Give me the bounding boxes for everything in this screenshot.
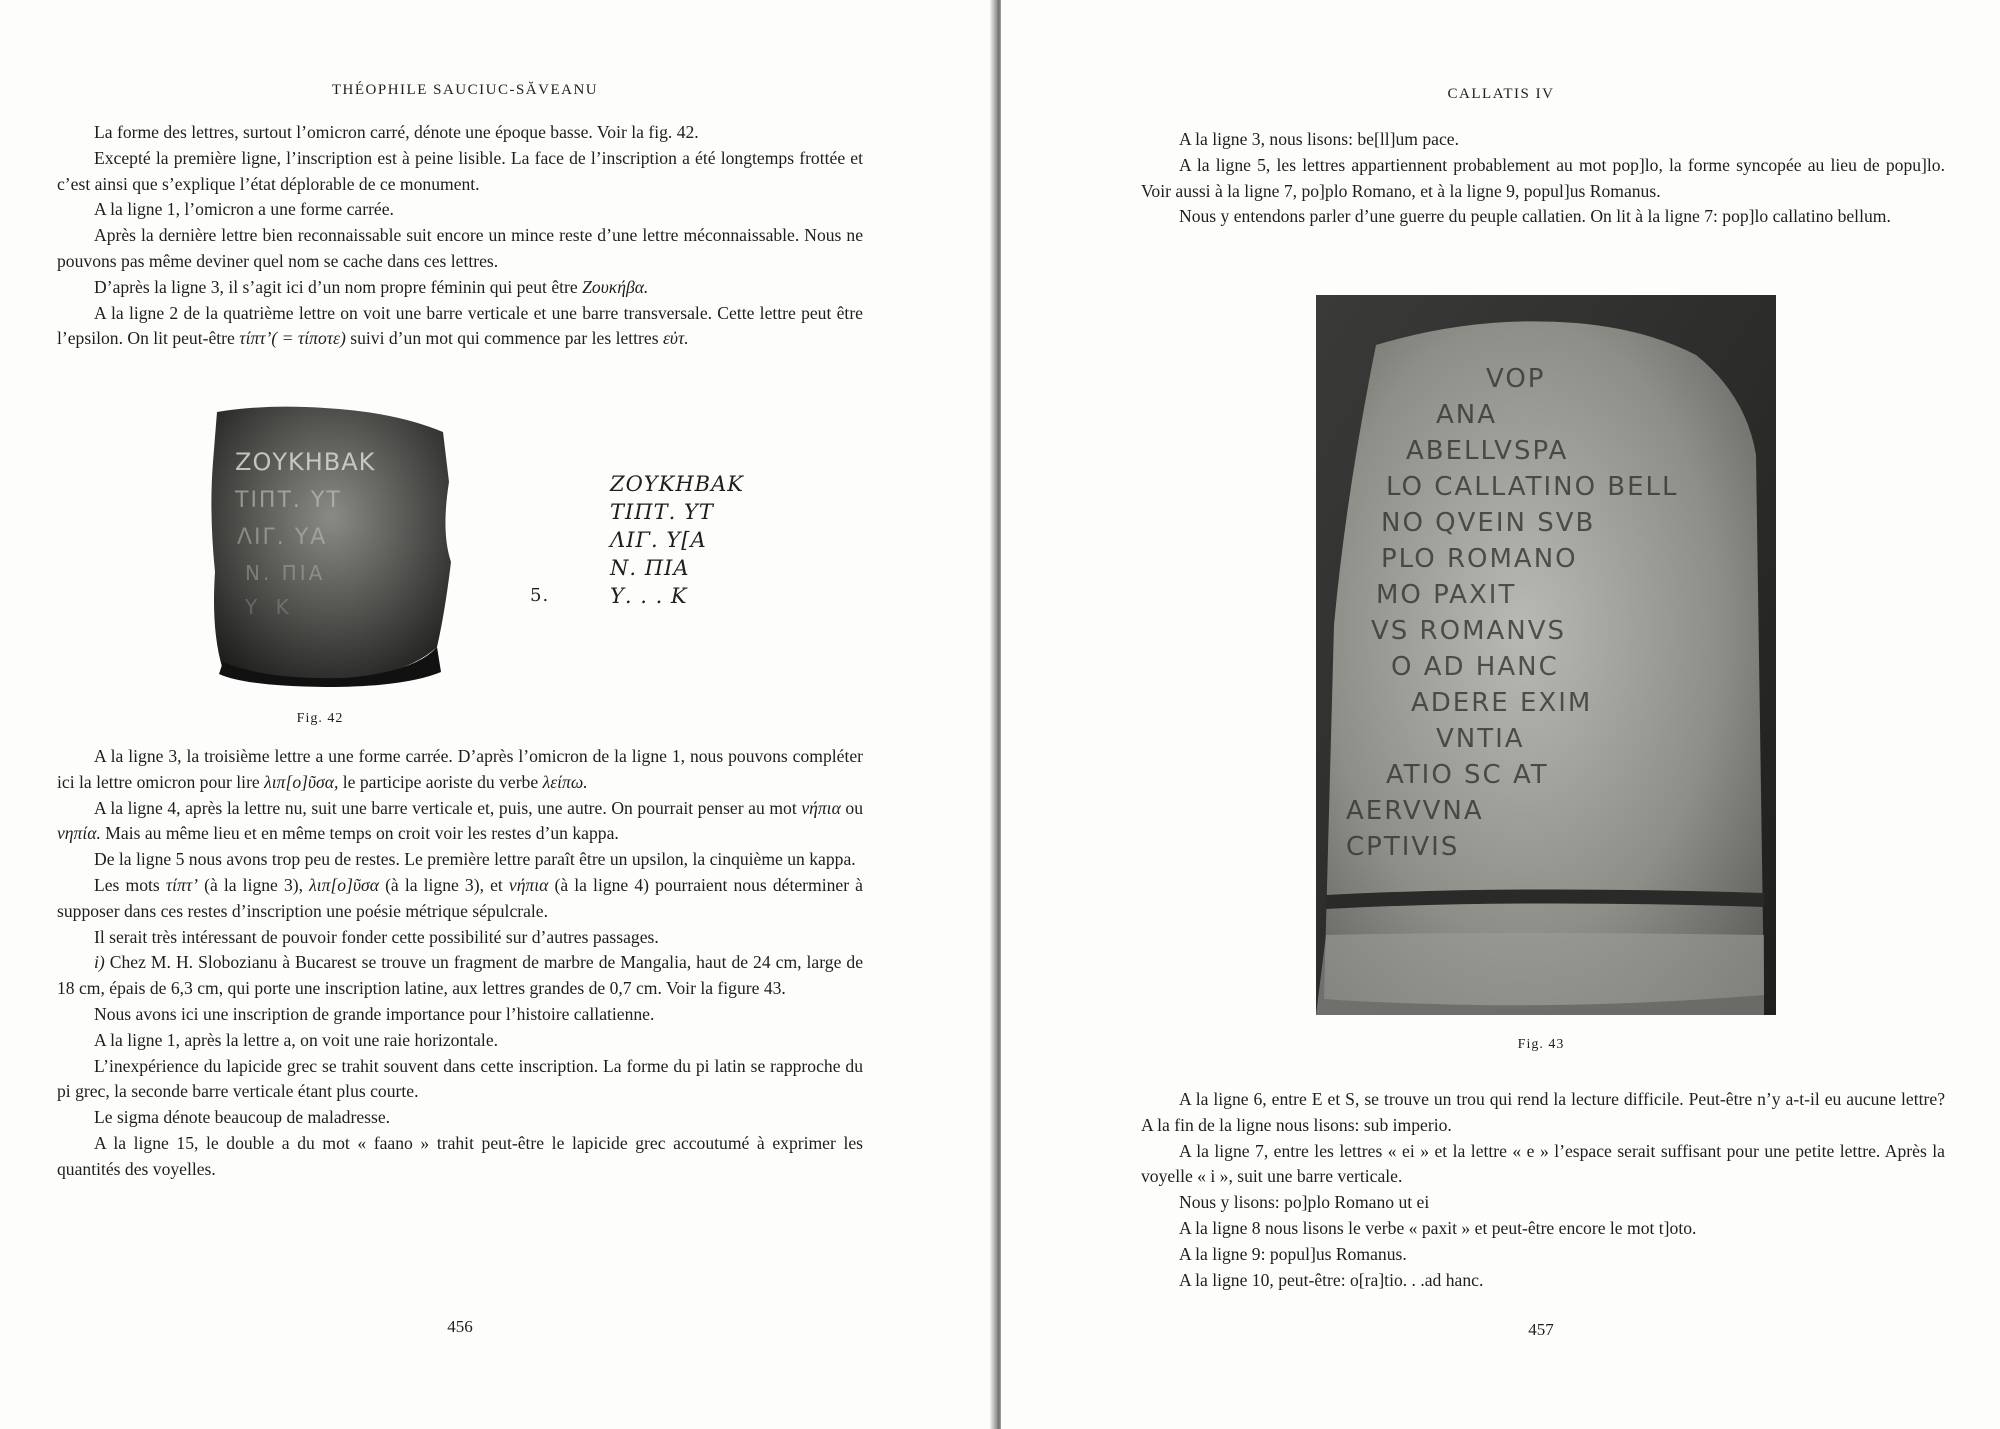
fig42-stone-photo: [205, 402, 455, 687]
stone-line: Υ Κ: [245, 595, 295, 619]
paragraph: A la ligne 7, entre les lettres « ei » et la lettre « e » l’espace serait suffisant pour une petite lettre. Après la voyelle « i », suit une barre verticale.: [1141, 1140, 1945, 1187]
line-number: [530, 498, 570, 526]
text-run: le participe aoriste du verbe: [342, 771, 539, 792]
stone-line: VNTIA: [1436, 724, 1525, 754]
text-run: ou: [845, 797, 863, 818]
line-number: [530, 470, 570, 498]
line-text: ΖΟΥΚΗΒΑΚ: [610, 472, 744, 496]
left-text-bottom: [57, 744, 863, 1183]
transcription-line: [530, 582, 744, 610]
stone-line: AERVVNA: [1346, 796, 1484, 826]
stone-line: ΤΙΠΤ. ΥΤ: [235, 488, 342, 513]
stone-line: ATIO SC AT: [1386, 760, 1549, 790]
stone-line: PLO ROMANO: [1381, 544, 1578, 574]
transcription-line: [530, 554, 744, 582]
text-run: A la ligne 2 de la quatrième lettre on voit une barre verticale et une barre transversale. Cette lettre peut être l’epsilon. On lit peut-être: [57, 302, 863, 349]
stone-line: VS ROMANVS: [1371, 616, 1567, 646]
text-run: Mais au même lieu et en même temps on croit voir les restes d’un kappa.: [105, 823, 619, 844]
paragraph: A la ligne 1, après la lettre a, on voit une raie horizontale.: [94, 1029, 499, 1050]
line-text: Υ. . . Κ: [610, 584, 688, 608]
line-text: ΛΙΓ. Υ[Α: [610, 528, 707, 552]
greek-word: λιπ[ο]ῦσα: [309, 874, 379, 895]
paragraph: [57, 796, 863, 848]
paragraph: A la ligne 6, entre E et S, se trouve un trou qui rend la lecture difficile. Peut-être n’y a-t-il eu aucune lettre? A la fin de la ligne nous lisons: sub imperio.: [1141, 1089, 1945, 1135]
greek-word: Ζουκήβα.: [582, 276, 649, 297]
paragraph: Nous avons ici une inscription de grande importance pour l’histoire callatienne.: [94, 1003, 655, 1024]
fig43-stone-photo: [1316, 295, 1776, 1015]
greek-word: λείπω.: [542, 771, 588, 792]
text-run: suivi d’un mot qui commence par les lettres: [350, 328, 659, 349]
stone-line: LO CALLATINO BELL: [1386, 472, 1679, 502]
stone-line: CPTIVIS: [1346, 832, 1460, 862]
running-head-right: CALLATIS IV: [1447, 86, 1555, 102]
stone-line: VOP: [1486, 364, 1546, 394]
fig42-caption: Fig. 42: [296, 711, 344, 726]
fig43-caption: Fig. 43: [1517, 1037, 1565, 1052]
stone-line: O AD HANC: [1391, 652, 1559, 682]
paragraph: [57, 744, 863, 796]
paragraph: [57, 873, 863, 925]
running-head-left: THÉOPHILE SAUCIUC-SĂVEANU: [331, 82, 599, 98]
transcription-line: [530, 526, 744, 554]
text-run: (à la ligne 3),: [204, 874, 304, 895]
text-run: D’après la ligne 3, il s’agit ici d’un nom propre féminin qui peut être: [94, 276, 578, 297]
line-number: [530, 526, 570, 554]
greek-word: νηπία.: [57, 823, 101, 844]
left-text-top: [57, 120, 863, 352]
paragraph: A la ligne 8 nous lisons le verbe « paxit » et peut-être encore le mot t]oto.: [1179, 1217, 1697, 1238]
text-run: Les mots: [94, 874, 160, 895]
text-run: (à la ligne 3), et: [385, 874, 503, 895]
paragraph: A la ligne 3, nous lisons: be[ll]um pace.: [1179, 129, 1459, 149]
stone-line: ABELLVSPA: [1406, 436, 1569, 466]
stone-line: Ν. ΠΙΑ: [245, 561, 326, 585]
greek-word: εὐτ.: [662, 328, 689, 349]
paragraph: Après la dernière lettre bien reconnaissable suit encore un mince reste d’une lettre méconnaissable. Nous ne pouvons pas même deviner quel nom se cache dans ces lettres.: [57, 225, 863, 271]
paragraph: Excepté la première ligne, l’inscription est à peine lisible. La face de l’inscription a été longtemps frottée et c’est ainsi que s’explique l’état déplorable de ce monument.: [57, 147, 863, 194]
left-page: [0, 0, 993, 1429]
paragraph: Il serait très intéressant de pouvoir fonder cette possibilité sur d’autres passages.: [94, 926, 659, 947]
greek-word: τίπτ’( = τίποτε): [239, 328, 346, 349]
text-run: Chez M. H. Slobozianu à Bucarest se trouve un fragment de marbre de Mangalia, haut de 24 cm, large de 18 cm, épais de 6,3 cm, qui porte une inscription latine, aux lettres grandes de 0,7 cm. Voir la figure 43.: [57, 952, 863, 999]
paragraph: A la ligne 15, le double a du mot « faano » trahit peut-être le lapicide grec accoutumé à exprimer les quantités des voyelles.: [57, 1132, 863, 1179]
greek-word: νήπια: [801, 797, 841, 818]
greek-word: λιπ[ο]ῦσα,: [264, 771, 339, 792]
right-page: [1001, 0, 2000, 1429]
right-text-top: [1141, 127, 1945, 230]
paragraph: Nous y entendons parler d’une guerre du peuple callatien. On lit à la ligne 7: pop]lo callatino bellum.: [1179, 206, 1891, 227]
fig42-transcription: [530, 470, 744, 610]
paragraph: L’inexpérience du lapicide grec se trahit souvent dans cette inscription. La forme du pi latin se rapproche du pi grec, la seconde barre verticale étant plus courte.: [57, 1055, 863, 1102]
stone-line: NO QVEIN SVB: [1381, 508, 1596, 538]
paragraph: Nous y lisons: po]plo Romano ut ei: [1179, 1192, 1430, 1213]
stone-illustration: [205, 402, 455, 687]
line-text: ΤΙΠΤ. ΥΤ: [610, 500, 714, 524]
line-number: 5.: [530, 585, 550, 606]
item-label: i): [94, 952, 105, 973]
stone-line: ΛΙΓ. ΥΑ: [237, 525, 328, 550]
page-number-left: 456: [447, 1317, 473, 1336]
paragraph: A la ligne 1, l’omicron a une forme carrée.: [94, 199, 394, 220]
paragraph: A la ligne 5, les lettres appartiennent probablement au mot pop]lo, la forme syncopée au lieu de popu]lo. Voir aussi à la ligne 7, po]plo Romano, et à la ligne 9, popul]us Romanus.: [1141, 154, 1945, 201]
transcription-line: [530, 470, 744, 498]
paragraph: A la ligne 9: popul]us Romanus.: [1179, 1243, 1407, 1264]
paragraph: [57, 301, 863, 353]
right-text-bottom: [1141, 1087, 1945, 1293]
stone-line: ΖΟΥΚΗΒΑΚ: [235, 448, 376, 476]
page-number-right: 457: [1528, 1320, 1554, 1339]
paragraph: [57, 950, 863, 1002]
greek-word: τίπτ’: [165, 874, 198, 895]
paragraph: [57, 275, 863, 301]
paragraph: A la ligne 10, peut-être: o[ra]tio. . .ad hanc.: [1179, 1269, 1484, 1290]
stone-line: ADERE EXIM: [1411, 688, 1593, 718]
greek-word: νήπια: [508, 874, 549, 895]
paragraph: De la ligne 5 nous avons trop peu de restes. Le première lettre paraît être un upsilon, la cinquième un kappa.: [94, 849, 856, 870]
stone-line: MO PAXIT: [1376, 580, 1517, 610]
line-number: [530, 554, 570, 582]
text-run: A la ligne 3, la troisième lettre a une forme carrée. D’après l’omicron de la ligne 1, nous pouvons compléter ici la lettre omicron pour lire: [57, 746, 863, 792]
stone-illustration: [1316, 295, 1776, 1015]
line-text: Ν. ΠΙΑ: [610, 556, 690, 580]
paragraph: La forme des lettres, surtout l’omicron carré, dénote une époque basse. Voir la fig. 42.: [94, 122, 699, 142]
stone-line: ANA: [1436, 400, 1498, 430]
text-run: (à la ligne 4) pourraient nous déterminer à supposer dans ces restes d’inscription une poésie métrique sépulcrale.: [57, 874, 863, 921]
transcription-line: [530, 498, 744, 526]
text-run: A la ligne 4, après la lettre nu, suit une barre verticale et, puis, une autre. On pourrait penser au mot: [94, 797, 797, 818]
paragraph: Le sigma dénote beaucoup de maladresse.: [94, 1107, 391, 1128]
